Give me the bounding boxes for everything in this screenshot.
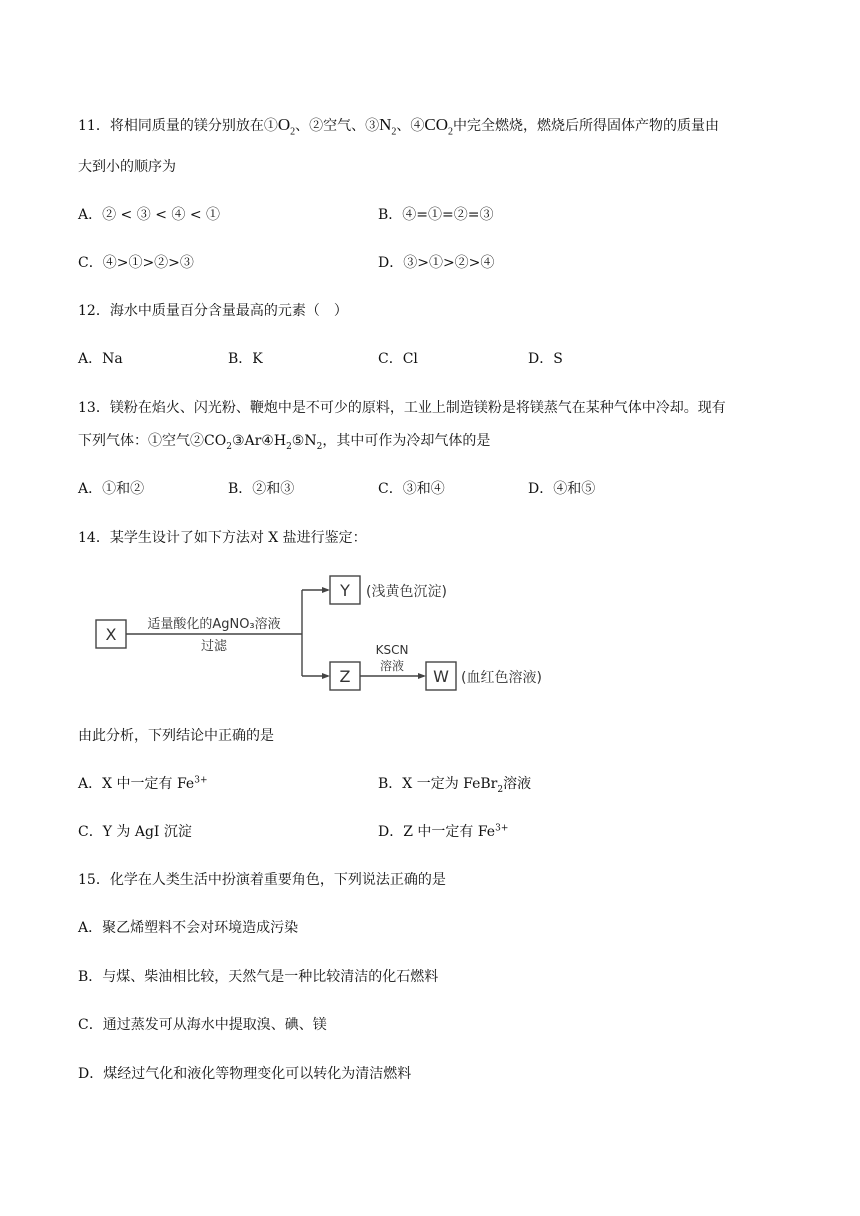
q13-stem-line1: 13．镁粉在焰火、闪光粉、鞭炮中是不可少的原料，工业上制造镁粉是将镁蒸气在某种气体中冷却。现有 bbox=[78, 400, 726, 416]
label-w: W bbox=[433, 667, 449, 686]
label-z: Z bbox=[339, 667, 351, 686]
q15-option-b: B．与煤、柴油相比较，天然气是一种比较清洁的化石燃料 bbox=[78, 969, 439, 985]
q13-option-c: C．③和④ bbox=[378, 481, 445, 497]
q14-option-b: B．X 一定为 FeBr$_2$溶液 bbox=[378, 776, 532, 795]
q13-option-b: B．②和③ bbox=[228, 481, 295, 497]
q15-option-d: D．煤经过气化和液化等物理变化可以转化为清洁燃料 bbox=[78, 1066, 412, 1082]
q11-option-b: B．④=①=②=③ bbox=[378, 207, 494, 223]
w-note: (血红色溶液) bbox=[461, 670, 542, 686]
q14-option-a: A．X 中一定有 $Fe^{3+}$ bbox=[78, 775, 208, 792]
kscn-solution-label: 溶液 bbox=[379, 659, 405, 673]
q11-option-a: A．② < ③ < ④ < ① bbox=[78, 207, 221, 223]
label-y: Y bbox=[340, 581, 350, 600]
kscn-label: KSCN bbox=[375, 643, 409, 657]
reagent-top: 适量酸化的AgNO₃溶液 bbox=[147, 617, 281, 632]
q14-analysis: 由此分析，下列结论中正确的是 bbox=[78, 728, 274, 744]
q13-stem-line2: 下列气体：①空气$②CO_2③Ar④H_2⑤N_2$，其中可作为冷却气体的是 bbox=[78, 433, 491, 452]
label-x: X bbox=[105, 625, 117, 644]
q14-option-d: D．Z 中一定有 $Fe^{3+}$ bbox=[378, 823, 509, 840]
y-note: (浅黄色沉淀) bbox=[366, 584, 447, 600]
q13-option-d: D．④和⑤ bbox=[528, 481, 596, 497]
q15-stem: 15．化学在人类生活中扮演着重要角色，下列说法正确的是 bbox=[78, 872, 446, 888]
q14-flow-diagram bbox=[92, 568, 592, 698]
q11-number: 11． bbox=[78, 118, 110, 134]
q15-option-a: A．聚乙烯塑料不会对环境造成污染 bbox=[78, 920, 299, 936]
formula-o2: $O_2$ bbox=[277, 115, 296, 138]
q13-option-a: A．①和② bbox=[78, 481, 145, 497]
q12-option-b: B．K bbox=[228, 351, 263, 367]
q11-stem-line2: 大到小的顺序为 bbox=[78, 159, 176, 175]
q14-stem: 14．某学生设计了如下方法对 X 盐进行鉴定： bbox=[78, 530, 367, 546]
formula-co2: $CO_2$ bbox=[424, 115, 454, 138]
q11-option-c: C．④>①>②>③ bbox=[78, 255, 194, 271]
q11-stem-line1: 11．将相同质量的镁分别放在$①O_2$、②空气、$③N_2$、$④CO_2$中完全燃烧，燃烧后所得固体产物的质量由 bbox=[78, 115, 720, 138]
q11-option-d: D．③>①>②>④ bbox=[378, 255, 495, 271]
q12-option-d: D．S bbox=[528, 351, 563, 367]
q14-option-c: C．Y 为 AgI 沉淀 bbox=[78, 824, 192, 840]
formula-n2: $N_2$ bbox=[379, 115, 397, 138]
reagent-bottom: 过滤 bbox=[200, 639, 228, 654]
q12-stem: 12．海水中质量百分含量最高的元素（ ） bbox=[78, 303, 348, 319]
q15-option-c: C．通过蒸发可从海水中提取溴、碘、镁 bbox=[78, 1017, 327, 1033]
q12-option-a: A．Na bbox=[78, 351, 123, 367]
q12-option-c: C．Cl bbox=[378, 351, 418, 367]
